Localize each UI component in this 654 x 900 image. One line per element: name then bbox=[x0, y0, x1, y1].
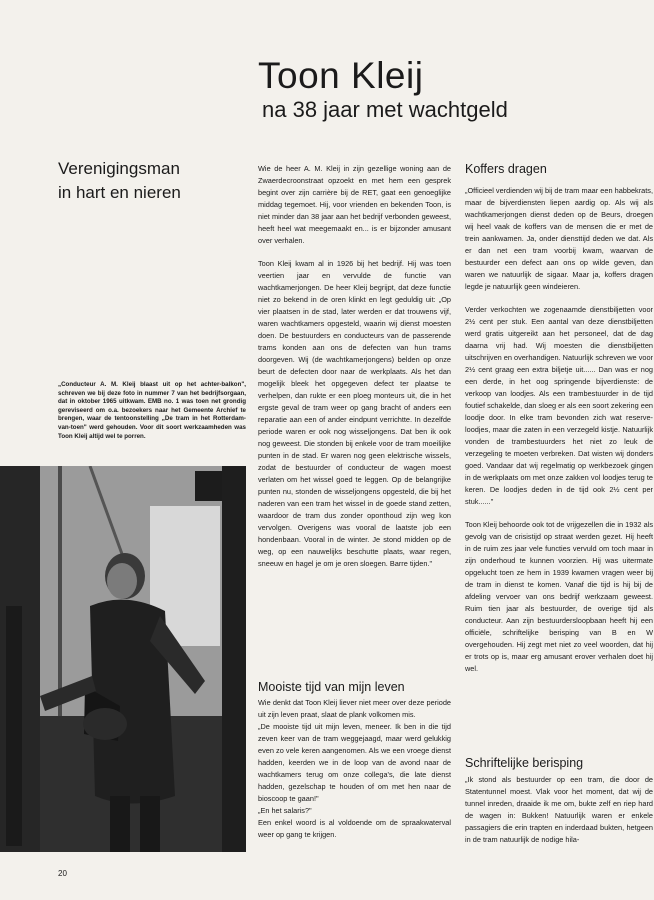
column-1-bottom bbox=[258, 697, 451, 841]
intro-paragraph-1: Wie de heer A. M. Kleij in zijn gezellige woning aan de Zwaerdecroonstraat opzoekt en met hem een gesprek begint over zijn carrière bij de RET, gaat een genoeglijke middag tegemoet. Hij, voor vrienden en bekenden Toon, is niet minder dan 38 jaar aan het bedrijf verbonden geweest, heeft heel wat meegemaakt en... is er bijzonder amusant over verhalen. bbox=[258, 164, 451, 245]
koffers-paragraph-3: Toon Kleij behoorde ook tot de vrijgezellen die in 1932 als gevolg van de crisistijd op straat werden gezet. Hij heeft in de ruim zes jaar vele functies vervuld om toch maar in zijn onderhoud te kunnen voorzien. Hij was uitermate opgelucht toen ze hem in 1939 kwamen vragen weer bij de tram in dienst te komen. Vanaf die tijd is hij bij de afdeling vervoer van ons bedrijf werkzaam geweest. Ruim tien jaar als bestuurder, de overige tijd als conducteur. Aan zijn bestuurdersloopbaan heeft hij een officiële, schriftelijke berisping van B en W overgehouden. Hij zegt met niet zo veel woorden, dat hij er trots op is, maar erg amusant erover verhalen doet hij wel. bbox=[465, 520, 653, 673]
mooiste-paragraph-1: Wie denkt dat Toon Kleij liever niet meer over deze periode uit zijn leven praat, slaat de plank volkomen mis. bbox=[258, 698, 451, 719]
photo-illustration bbox=[0, 466, 246, 852]
column-2-bottom bbox=[465, 774, 653, 846]
intro-paragraph-2: Toon Kleij kwam al in 1926 bij het bedrijf. Hij was toen veertien jaar en vervulde de functie van wachtkamerjongen. De heer Kleij begrijpt, dat deze functie niet zo bekend in de oren klinkt en legt geduldig uit: „Op vier plaatsen in de stad, later werden er dat trouwens vijf, waren wachtkamers opgesteld, waarin wij dienst moesten doen. De bestuurders en conducteurs van de passerende trams konden aan ons de defecten van hun trams doorgeven. Wij (de wachtkamerjongens) belden op onze beurt de defecten door naar de werkplaats. Als het dan mogelijk bleek het opgegeven defect ter plaatse te verhelpen, dan rukte er een ploeg monteurs uit, die in het ergste geval de tram weer op gang bracht of anders een reparatie aan een of ander eindpunt verrichtte. In dezelfde periode waren er ook nog wisseljongens. Dat ben ik ook nog geweest. Die stonden bij enkele voor de tram moeilijke punten in de stad. Er waren nog geen elektrische wissels, zodat de bestuurder of conducteur de wagen moest verlaten om het wissel goed te leggen. Op de belangrijke punten nu, stonden de wisseljongens opgesteld, die bij het naderen van een tram het wissel in de goede stand zetten, waardoor de tram dus zonder oponthoud zijn weg kon vervolgen. Overigens was vooral de laatste job een hondenbaan. Vooral in de winter. Je stond midden op de weg, op een nauwelijks beschutte plaats, waar regen, sneeuw en hagel je om je oren sloegen. Barre tijden." bbox=[258, 259, 451, 568]
mooiste-paragraph-3: „En het salaris?" bbox=[258, 806, 312, 815]
heading-schriftelijke-berisping: Schriftelijke berisping bbox=[465, 756, 584, 770]
article-title: Toon Kleij bbox=[258, 55, 424, 96]
mooiste-paragraph-2: „De mooiste tijd uit mijn leven, meneer. Ik ben in die tijd zeven keer van de tram weggejaagd, maar werd gelukkig even zo vele keren aangenomen. Als we een vroege dienst hadden, keerden we in de loop van de avond naar de wachtkamers terug om onze collega's, die late dienst hadden, gezelschap te houden of om met hen naar de bioscoop te gaan!" bbox=[258, 722, 451, 803]
side-heading bbox=[58, 157, 181, 205]
mooiste-paragraph-4: Een enkel woord is al voldoende om de spraakwaterval weer op gang te krijgen. bbox=[258, 818, 451, 839]
berisping-paragraph-1: „Ik stond als bestuurder op een tram, die door de Statentunnel moest. Vlak voor het moment, dat wij de tunnel inreden, draaide ik me om, bukte zelf en riep hard de wagen in: Bukken! Natuurlijk waren er enkele passagiers die erin trapten en inderdaad bukten, hetgeen in de tram natuurlijk de nodige hila- bbox=[465, 775, 653, 844]
tram-conductor-photo bbox=[0, 466, 246, 852]
article-subtitle: na 38 jaar met wachtgeld bbox=[262, 97, 508, 122]
column-1 bbox=[258, 163, 451, 581]
heading-mooiste-tijd: Mooiste tijd van mijn leven bbox=[258, 680, 405, 694]
page-number: 20 bbox=[58, 869, 67, 878]
photo-caption: „Conducteur A. M. Kleij blaast uit op het achter-balkon", schreven we bij deze foto in nummer 7 van het bedrijfsorgaan, dat in oktober 1965 uitkwam. EMB no. 1 was toen net grondig gereviseerd om o.a. bezoekers naar het Gemeente Archief te brengen, waar de tentoonstelling „De tram in het Rotterdam-van-toen" werd gehouden. Voor dit soort werkzaamheden was Toon Kleij altijd wel te porren. bbox=[58, 381, 246, 440]
side-heading-line-2: in hart en nieren bbox=[58, 183, 181, 202]
heading-koffers-dragen: Koffers dragen bbox=[465, 162, 547, 176]
side-heading-line-1: Verenigingsman bbox=[58, 159, 180, 178]
koffers-paragraph-2: Verder verkochten we zogenaamde dienstbiljetten voor 2½ cent per stuk. Een aantal van deze dienstbiljetten werd gratis uitgereikt aan het personeel, dat de dag daarna vrij had. Wij moesten die dienstbiljetten uitschrijven en overhandigen. Natuurlijk schreven we voor 2½ cent graag een extra biljetje uit...... Dan was er nog een derde, in het oog springende bijverdienste: de verkoop van loodjes. Als een trambestuurder in de tijd foutief schakelde, dan sloeg er als een soort zekering een loodje door. In elke tram bevonden zich wat reserve-loodjes, maar die zaten in een verzegeld kistje. Natuurlijk vonden de trambestuurders het niet zo leuk de verzegeling te moeten verbreken. Dat wisten wij donders goed. Vandaar dat wij regelmatig op werkbezoek gingen in de werkplaats om met onze zakken vol loodjes terug te keren. De loodjes deden in de tijd ook 2½ cent per stuk......" bbox=[465, 305, 653, 506]
column-2 bbox=[465, 185, 653, 686]
koffers-paragraph-1: „Officieel verdienden wij bij de tram maar een habbekrats, maar de bijverdiensten liepen aardig op. Als wij als wachtkamerjongen dienst deden op de Beurs, droegen wij heel vaak de koffers van de mensen die er met de trein aankwamen. Ja, onder diensttijd deden we dat. Als er dan net een tram voorbij kwam, waarvan de bestuurder een defect aan ons op wilde geven, dan waren we natuurlijk de sigaar. Maar ja, koffers dragen legde je natuurlijk geen windeieren. bbox=[465, 186, 653, 291]
